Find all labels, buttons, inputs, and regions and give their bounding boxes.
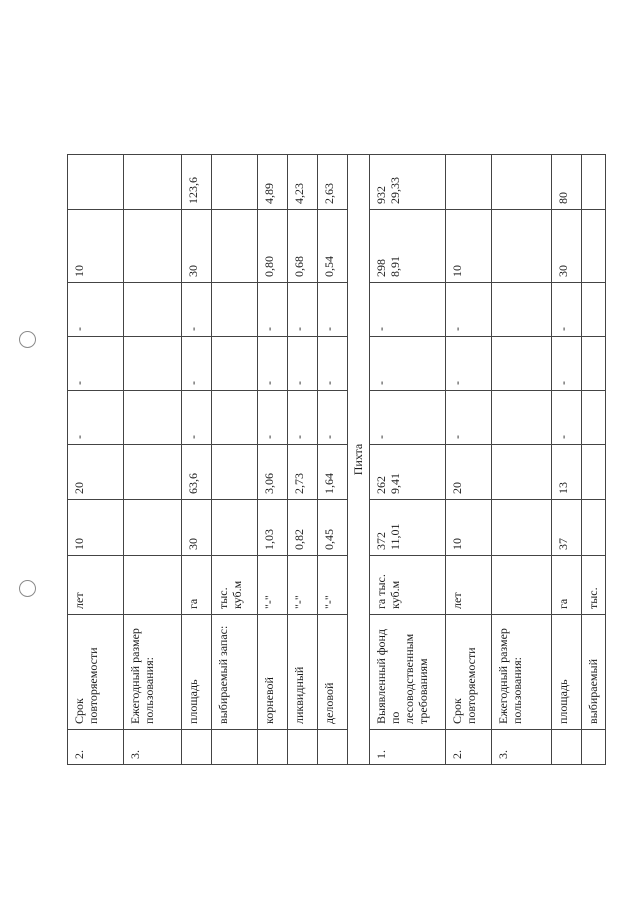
cell-c5 xyxy=(124,283,182,337)
cell-c6 xyxy=(212,210,258,283)
cell-num xyxy=(582,730,606,765)
cell-c2 xyxy=(582,445,606,500)
cell-c5: - xyxy=(446,283,492,337)
rotated-table-container xyxy=(67,155,605,765)
cell-c4 xyxy=(124,337,182,391)
cell-unit: лет xyxy=(446,556,492,615)
cell-c4: - xyxy=(288,337,318,391)
cell-c2: 63,6 xyxy=(182,445,212,500)
cell-c7: 4,89 xyxy=(258,155,288,210)
cell-c2 xyxy=(124,445,182,500)
cell-c3: - xyxy=(258,391,288,445)
cell-name: площадь xyxy=(182,615,212,730)
cell-c4: - xyxy=(258,337,288,391)
cell-c1: 10 xyxy=(446,500,492,556)
table-row xyxy=(582,155,606,765)
cell-c1: 1,03 xyxy=(258,500,288,556)
cell-c2: 20 xyxy=(446,445,492,500)
cell-c5 xyxy=(212,283,258,337)
cell-c7 xyxy=(68,155,124,210)
cell-line: 29,33 xyxy=(388,177,403,204)
cell-num xyxy=(318,730,348,765)
cell-c3: - xyxy=(68,391,124,445)
cell-c1 xyxy=(492,500,552,556)
cell-c7: 4,23 xyxy=(288,155,318,210)
cell-c1: 30 xyxy=(182,500,212,556)
cell-c2: 20 xyxy=(68,445,124,500)
cell-c4: - xyxy=(552,337,582,391)
cell-num: 3. xyxy=(492,730,552,765)
cell-c6 xyxy=(582,210,606,283)
table-row xyxy=(370,155,446,765)
cell-c7: 123,6 xyxy=(182,155,212,210)
cell-num xyxy=(552,730,582,765)
cell-c3 xyxy=(212,391,258,445)
cell-c5: - xyxy=(370,283,446,337)
cell-c4: - xyxy=(68,337,124,391)
cell-c3: - xyxy=(318,391,348,445)
cell-c5: - xyxy=(288,283,318,337)
cell-c6 xyxy=(492,210,552,283)
cell-num: 2. xyxy=(68,730,124,765)
cell-c5 xyxy=(582,283,606,337)
cell-unit xyxy=(124,556,182,615)
cell-num: 3. xyxy=(124,730,182,765)
cell-c4: - xyxy=(182,337,212,391)
cell-c2 xyxy=(492,445,552,500)
cell-num xyxy=(288,730,318,765)
cell-c7: 2,63 xyxy=(318,155,348,210)
cell-c7 xyxy=(370,155,446,210)
cell-c6: 0,80 xyxy=(258,210,288,283)
cell-unit xyxy=(492,556,552,615)
cell-c1: 10 xyxy=(68,500,124,556)
table-row xyxy=(552,155,582,765)
table-row xyxy=(68,155,124,765)
cell-c4 xyxy=(212,337,258,391)
cell-line: 8,91 xyxy=(388,256,403,277)
cell-c2: 13 xyxy=(552,445,582,500)
cell-c1: 37 xyxy=(552,500,582,556)
cell-line: 11,01 xyxy=(388,523,403,550)
cell-c3 xyxy=(582,391,606,445)
cell-name: Ежегодный размер пользования: xyxy=(124,615,182,730)
cell-c3: - xyxy=(288,391,318,445)
cell-c1 xyxy=(582,500,606,556)
cell-c7 xyxy=(124,155,182,210)
cell-c4: - xyxy=(370,337,446,391)
cell-name: выбираемый xyxy=(582,615,606,730)
cell-num: 2. xyxy=(446,730,492,765)
cell-line: 9,41 xyxy=(388,473,403,494)
table-row xyxy=(258,155,288,765)
cell-c3 xyxy=(492,391,552,445)
section-row xyxy=(348,155,370,765)
cell-line: 372 xyxy=(374,532,388,550)
cell-name: площадь xyxy=(552,615,582,730)
cell-num xyxy=(212,730,258,765)
cell-line: 262 xyxy=(374,476,388,494)
cell-c1: 0,45 xyxy=(318,500,348,556)
table-row xyxy=(212,155,258,765)
cell-c4 xyxy=(582,337,606,391)
cell-unit: га тыс. куб.м xyxy=(370,556,446,615)
cell-c5: - xyxy=(182,283,212,337)
cell-c4 xyxy=(492,337,552,391)
cell-c6 xyxy=(370,210,446,283)
cell-unit: лет xyxy=(68,556,124,615)
cell-c3: - xyxy=(446,391,492,445)
cell-c7 xyxy=(212,155,258,210)
table-row xyxy=(124,155,182,765)
cell-c7 xyxy=(492,155,552,210)
cell-c6: 30 xyxy=(552,210,582,283)
cell-unit: тыс. куб.м xyxy=(212,556,258,615)
cell-c5: - xyxy=(552,283,582,337)
binder-hole-bottom xyxy=(19,580,36,597)
cell-c6: 0,54 xyxy=(318,210,348,283)
cell-num: 1. xyxy=(370,730,446,765)
cell-name: выбираемый запас: xyxy=(212,615,258,730)
table-row xyxy=(182,155,212,765)
forest-use-table xyxy=(67,154,606,765)
table-row xyxy=(318,155,348,765)
cell-name: корневой xyxy=(258,615,288,730)
cell-c2: 3,06 xyxy=(258,445,288,500)
cell-c7 xyxy=(446,155,492,210)
cell-c6: 30 xyxy=(182,210,212,283)
cell-c7 xyxy=(582,155,606,210)
cell-c3 xyxy=(124,391,182,445)
table-body xyxy=(68,155,606,765)
cell-c5: - xyxy=(68,283,124,337)
table-row xyxy=(492,155,552,765)
cell-c1 xyxy=(370,500,446,556)
cell-line: 298 xyxy=(374,259,388,277)
cell-c2 xyxy=(370,445,446,500)
cell-c3: - xyxy=(182,391,212,445)
cell-c1 xyxy=(212,500,258,556)
cell-c6: 10 xyxy=(68,210,124,283)
cell-unit: га xyxy=(552,556,582,615)
cell-c1: 0,82 xyxy=(288,500,318,556)
cell-num xyxy=(258,730,288,765)
cell-num xyxy=(182,730,212,765)
cell-c6: 0,68 xyxy=(288,210,318,283)
rotated-table-wrapper xyxy=(67,155,605,765)
section-title: Пихта xyxy=(348,155,370,765)
table-row xyxy=(446,155,492,765)
cell-unit: "-" xyxy=(258,556,288,615)
cell-unit: га xyxy=(182,556,212,615)
cell-c2: 1,64 xyxy=(318,445,348,500)
cell-line: 932 xyxy=(374,186,388,204)
binder-hole-top xyxy=(19,331,36,348)
cell-c5 xyxy=(492,283,552,337)
cell-c2 xyxy=(212,445,258,500)
cell-c4: - xyxy=(446,337,492,391)
cell-c3: - xyxy=(552,391,582,445)
cell-c4: - xyxy=(318,337,348,391)
cell-c5: - xyxy=(318,283,348,337)
cell-name: Срок повторяемости xyxy=(446,615,492,730)
table-row xyxy=(288,155,318,765)
cell-name: Ежегодный размер пользования: xyxy=(492,615,552,730)
cell-c3: - xyxy=(370,391,446,445)
cell-c7: 80 xyxy=(552,155,582,210)
cell-unit: тыс. xyxy=(582,556,606,615)
cell-c6 xyxy=(124,210,182,283)
cell-unit: "-" xyxy=(318,556,348,615)
cell-c2: 2,73 xyxy=(288,445,318,500)
cell-name: Выявленный фонд по лесоводственным требованиям xyxy=(370,615,446,730)
cell-name: деловой xyxy=(318,615,348,730)
cell-c6: 10 xyxy=(446,210,492,283)
cell-c1 xyxy=(124,500,182,556)
cell-c5: - xyxy=(258,283,288,337)
cell-name: Срок повторяемости xyxy=(68,615,124,730)
cell-name: ликвидный xyxy=(288,615,318,730)
cell-unit: "-" xyxy=(288,556,318,615)
